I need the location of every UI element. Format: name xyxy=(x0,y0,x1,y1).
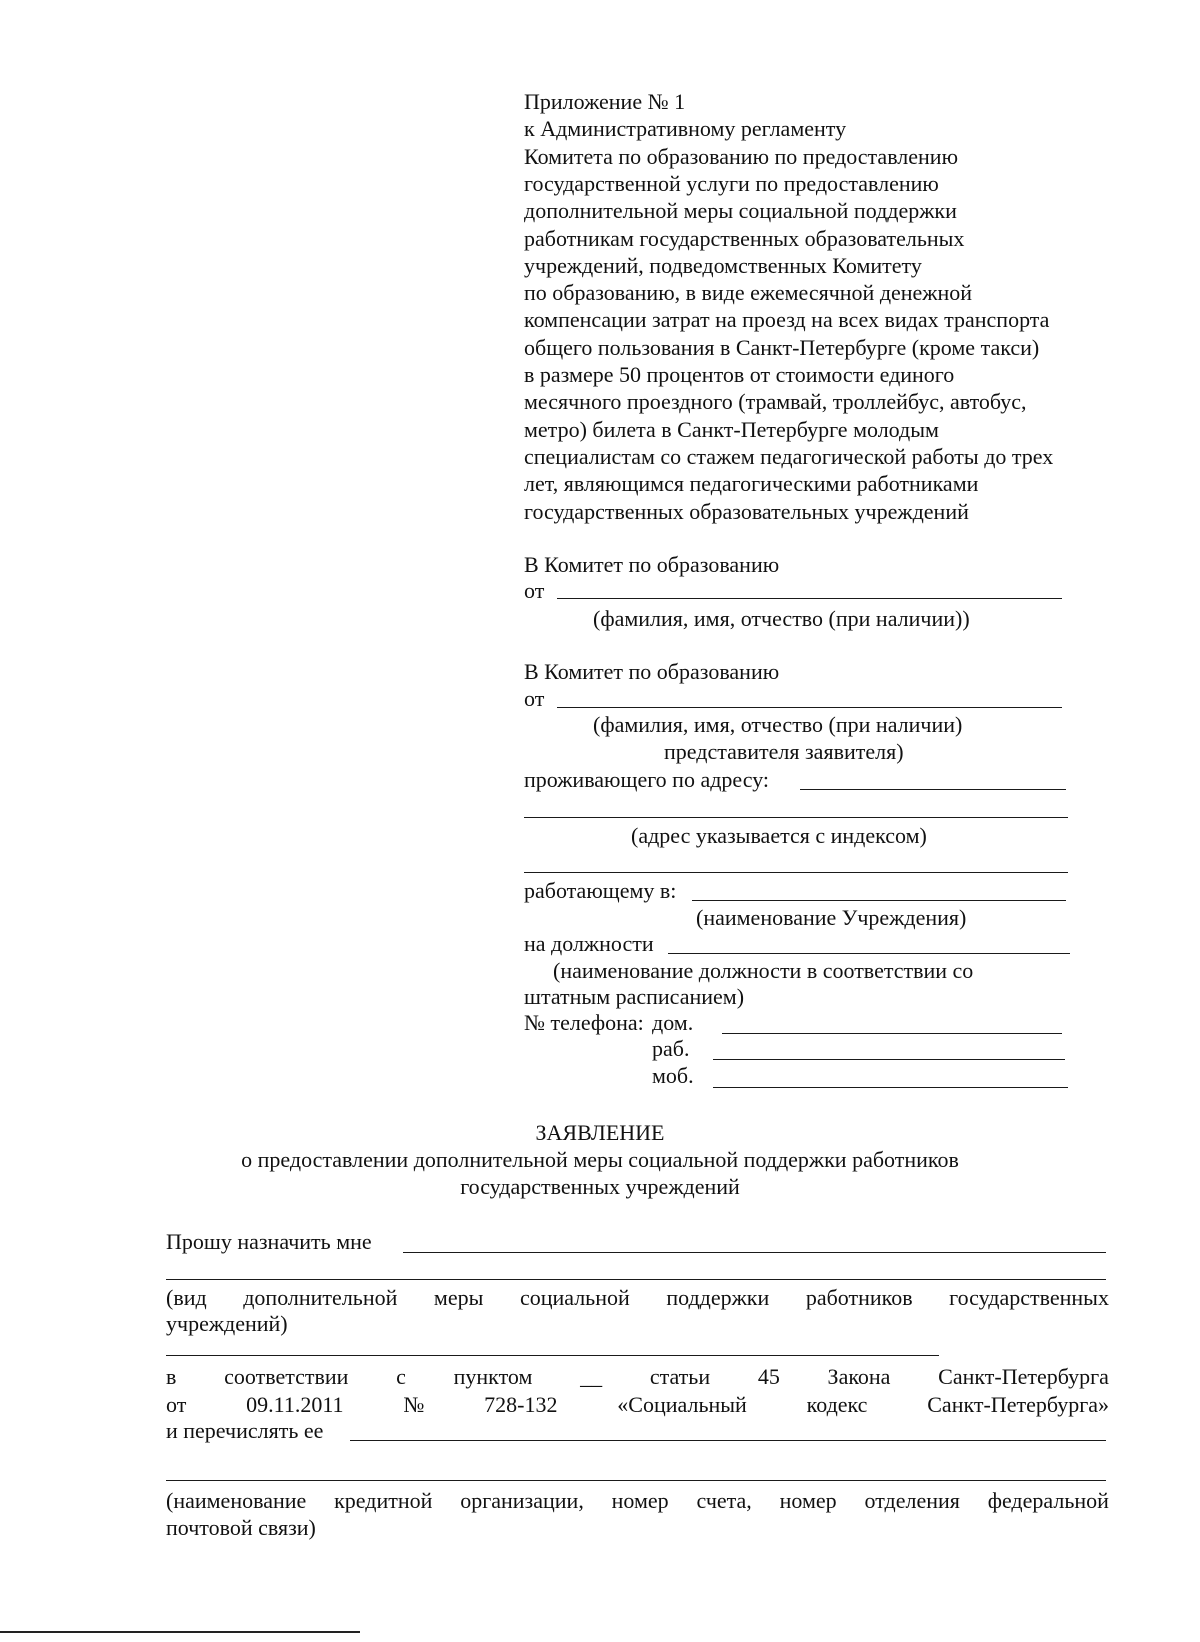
hint-word: социальной xyxy=(519,1285,630,1310)
phone-work-label: раб. xyxy=(652,1036,690,1061)
hint-word: (наименование xyxy=(166,1488,307,1513)
addressee-1-name-hint: (фамилия, имя, отчество (при наличии)) xyxy=(593,606,970,631)
addressee-2-from-label: от xyxy=(524,686,545,711)
bank-hint-2: почтовой связи) xyxy=(166,1515,316,1540)
position-field[interactable] xyxy=(668,953,1070,954)
addressee-1-from-label: от xyxy=(524,578,545,603)
law-row-2 xyxy=(166,1392,1109,1418)
work-field[interactable] xyxy=(692,900,1066,901)
appendix-line: по образованию, в виде ежемесячной денежной xyxy=(524,280,973,306)
position-hint-1: (наименование должности в соответствии со xyxy=(553,958,974,983)
support-type-field-1[interactable] xyxy=(403,1252,1106,1253)
law-word: в xyxy=(166,1364,177,1389)
law-word: соответствии xyxy=(224,1364,349,1389)
law-word: № xyxy=(403,1392,425,1417)
appendix-line: месячного проездного (трамвай, троллейбус, автобус, xyxy=(524,389,1027,415)
appendix-line: государственных образовательных учреждений xyxy=(524,498,969,524)
statement-subtitle-2: государственных учреждений xyxy=(460,1174,740,1199)
footnote-rule xyxy=(0,1631,360,1633)
hint-word: номер xyxy=(779,1488,837,1513)
appendix-line: государственной услуги по предоставлению xyxy=(524,170,939,196)
appendix-line: работникам государственных образовательных xyxy=(524,225,965,251)
appendix-line: специалистам со стажем педагогической работы до трех xyxy=(524,443,1054,469)
phone-label: № телефона: xyxy=(524,1010,644,1035)
law-word: Санкт-Петербурга xyxy=(938,1364,1109,1389)
law-word: пунктом xyxy=(453,1364,533,1389)
support-type-field-2[interactable] xyxy=(166,1279,1106,1280)
appendix-line: лет, являющимся педагогическими работниками xyxy=(524,471,979,497)
law-row-1 xyxy=(166,1364,1109,1390)
hint-word: государственных xyxy=(949,1285,1109,1310)
appendix-line: учреждений, подведомственных Комитету xyxy=(524,252,922,278)
hint-word: (вид xyxy=(166,1285,207,1310)
law-word: статьи xyxy=(649,1364,711,1389)
law-word: Санкт-Петербурга» xyxy=(927,1392,1109,1417)
hint-word: дополнительной xyxy=(243,1285,398,1310)
hint-word: отделения xyxy=(864,1488,960,1513)
appendix-line: общего пользования в Санкт-Петербурге (кроме такси) xyxy=(524,334,1040,360)
addressee-2-to: В Комитет по образованию xyxy=(524,659,780,684)
phone-mobile-field[interactable] xyxy=(713,1087,1068,1088)
law-word: Закона xyxy=(827,1364,891,1389)
hint-word: поддержки xyxy=(666,1285,770,1310)
appendix-line: компенсации затрат на проезд на всех видах транспорта xyxy=(524,307,1050,333)
appendix-line: дополнительной меры социальной поддержки xyxy=(524,198,957,224)
bank-hint-row xyxy=(166,1488,1109,1514)
addressee-1-name-field[interactable] xyxy=(557,598,1062,599)
hint-word: организации, xyxy=(460,1488,584,1513)
statement-title: ЗАЯВЛЕНИЕ xyxy=(535,1120,665,1145)
hint-word: меры xyxy=(433,1285,484,1310)
support-type-hint-row xyxy=(166,1285,1109,1311)
statement-subtitle-1: о предоставлении дополнительной меры социальной поддержки работников xyxy=(241,1147,959,1172)
request-label: Прошу назначить мне xyxy=(166,1229,372,1254)
law-number: 728-132 xyxy=(484,1392,558,1417)
appendix-line: Комитета по образованию по предоставлению xyxy=(524,143,959,169)
appendix-line: Приложение № 1 xyxy=(524,89,686,114)
support-type-hint-2: учреждений) xyxy=(166,1311,288,1336)
position-label: на должности xyxy=(524,931,654,956)
clause-blank[interactable]: __ xyxy=(580,1364,603,1389)
appendix-line: к Административному регламенту xyxy=(524,116,847,142)
addressee-2-name-field[interactable] xyxy=(557,707,1062,708)
address-field-3[interactable] xyxy=(524,872,1068,873)
bank-field-2[interactable] xyxy=(166,1480,1106,1481)
addressee-1-to: В Комитет по образованию xyxy=(524,552,780,577)
work-hint: (наименование Учреждения) xyxy=(696,905,967,930)
address-hint: (адрес указывается с индексом) xyxy=(631,823,927,848)
position-hint-2: штатным расписанием) xyxy=(524,984,745,1009)
address-field-1[interactable] xyxy=(800,789,1066,790)
hint-word: федеральной xyxy=(987,1488,1109,1513)
hint-word: номер xyxy=(611,1488,669,1513)
hint-word: работников xyxy=(805,1285,913,1310)
addressee-2-name-hint-2: представителя заявителя) xyxy=(664,739,904,764)
law-word: с xyxy=(396,1364,406,1389)
bank-field-1[interactable] xyxy=(350,1440,1106,1441)
work-label: работающему в: xyxy=(524,878,677,903)
law-word: кодекс xyxy=(806,1392,868,1417)
law-word: от xyxy=(166,1392,187,1417)
law-date: 09.11.2011 xyxy=(246,1392,344,1417)
support-type-field-3[interactable] xyxy=(166,1355,939,1356)
addressee-2-name-hint-1: (фамилия, имя, отчество (при наличии) xyxy=(593,712,963,737)
appendix-line: в размере 50 процентов от стоимости единого xyxy=(524,362,955,387)
phone-home-label: дом. xyxy=(652,1010,694,1035)
transfer-label: и перечислять ее xyxy=(166,1418,324,1443)
phone-mobile-label: моб. xyxy=(652,1063,694,1088)
law-word: «Социальный xyxy=(617,1392,747,1417)
hint-word: кредитной xyxy=(334,1488,433,1513)
address-label: проживающего по адресу: xyxy=(524,767,770,792)
law-word: 45 xyxy=(757,1364,780,1389)
hint-word: счета, xyxy=(696,1488,752,1513)
address-field-2[interactable] xyxy=(524,817,1068,818)
appendix-line: метро) билета в Санкт-Петербурге молодым xyxy=(524,416,939,442)
phone-home-field[interactable] xyxy=(722,1033,1062,1034)
phone-work-field[interactable] xyxy=(713,1059,1065,1060)
